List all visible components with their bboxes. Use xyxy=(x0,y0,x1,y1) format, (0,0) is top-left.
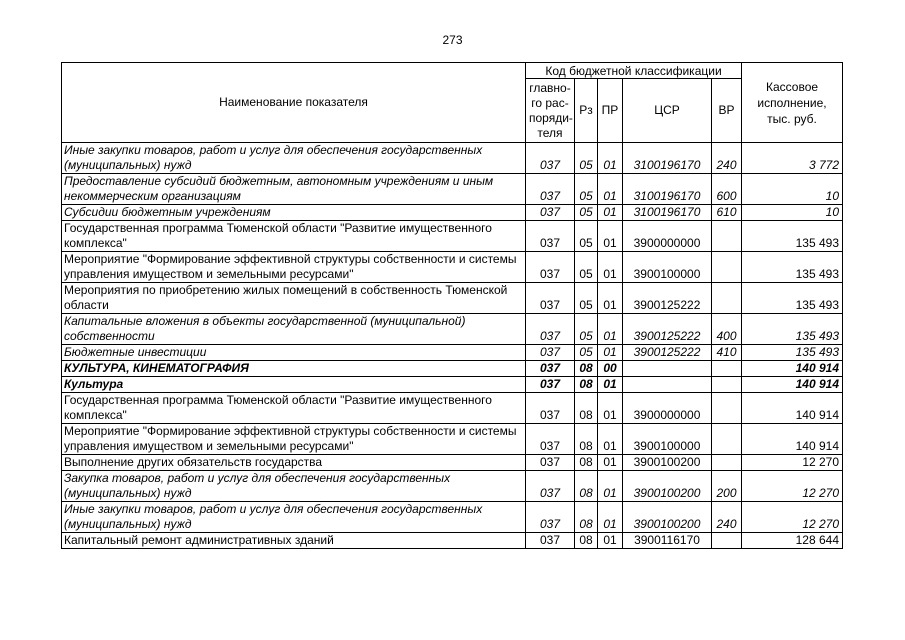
cell-csr xyxy=(623,361,712,377)
cell-pr: 01 xyxy=(598,471,623,502)
cell-csr: 3900125222 xyxy=(623,283,712,314)
table-row xyxy=(62,314,843,345)
cell-rz: 05 xyxy=(575,314,598,345)
cell-pr: 01 xyxy=(598,377,623,393)
cell-pr: 01 xyxy=(598,143,623,174)
table-header xyxy=(62,63,843,143)
cell-vr xyxy=(712,283,742,314)
cell-rz: 08 xyxy=(575,393,598,424)
cell-glavn: 037 xyxy=(526,377,575,393)
cell-pr: 01 xyxy=(598,174,623,205)
cell-amount: 3 772 xyxy=(742,143,843,174)
cell-amount: 135 493 xyxy=(742,252,843,283)
cell-amount: 12 270 xyxy=(742,455,843,471)
cell-csr: 3900100000 xyxy=(623,424,712,455)
cell-amount: 140 914 xyxy=(742,377,843,393)
cell-pr: 01 xyxy=(598,424,623,455)
cell-csr: 3900000000 xyxy=(623,393,712,424)
table-row xyxy=(62,455,843,471)
cell-pr: 01 xyxy=(598,533,623,549)
cell-name: Субсидии бюджетным учреждениям xyxy=(62,205,526,221)
cell-csr: 3100196170 xyxy=(623,143,712,174)
budget-table xyxy=(61,62,843,549)
cell-amount: 128 644 xyxy=(742,533,843,549)
cell-rz: 08 xyxy=(575,502,598,533)
cell-rz: 05 xyxy=(575,221,598,252)
cell-glavn: 037 xyxy=(526,205,575,221)
cell-vr xyxy=(712,393,742,424)
cell-vr xyxy=(712,424,742,455)
cell-vr: 610 xyxy=(712,205,742,221)
cell-csr: 3100196170 xyxy=(623,205,712,221)
cell-rz: 08 xyxy=(575,471,598,502)
cell-glavn: 037 xyxy=(526,283,575,314)
cell-amount: 12 270 xyxy=(742,471,843,502)
cell-name: Капитальный ремонт административных зданий xyxy=(62,533,526,549)
cell-name: Мероприятия по приобретению жилых помещений в собственность Тюменской области xyxy=(62,283,526,314)
cell-rz: 05 xyxy=(575,345,598,361)
cell-name: Иные закупки товаров, работ и услуг для обеспечения государственных (муниципальных) нужд xyxy=(62,143,526,174)
table-row xyxy=(62,377,843,393)
cell-glavn: 037 xyxy=(526,533,575,549)
cell-glavn: 037 xyxy=(526,314,575,345)
cell-amount: 135 493 xyxy=(742,283,843,314)
cell-amount: 140 914 xyxy=(742,361,843,377)
table-row xyxy=(62,143,843,174)
cell-csr: 3900000000 xyxy=(623,221,712,252)
cell-pr: 01 xyxy=(598,252,623,283)
cell-csr: 3900100200 xyxy=(623,502,712,533)
cell-pr: 01 xyxy=(598,314,623,345)
cell-pr: 01 xyxy=(598,283,623,314)
cell-name: Капитальные вложения в объекты государственной (муниципальной) собственности xyxy=(62,314,526,345)
cell-csr xyxy=(623,377,712,393)
cell-vr: 410 xyxy=(712,345,742,361)
cell-csr: 3900100000 xyxy=(623,252,712,283)
cell-glavn: 037 xyxy=(526,455,575,471)
table-body xyxy=(62,143,843,549)
cell-vr xyxy=(712,252,742,283)
header-vr: ВР xyxy=(712,79,742,143)
cell-name: Выполнение других обязательств государства xyxy=(62,455,526,471)
cell-rz: 05 xyxy=(575,174,598,205)
cell-rz: 08 xyxy=(575,361,598,377)
cell-rz: 08 xyxy=(575,533,598,549)
cell-name: Иные закупки товаров, работ и услуг для обеспечения государственных (муниципальных) нужд xyxy=(62,502,526,533)
header-name: Наименование показателя xyxy=(62,63,526,143)
cell-glavn: 037 xyxy=(526,502,575,533)
header-amount: Кассовое исполнение, тыс. руб. xyxy=(742,63,843,143)
cell-pr: 00 xyxy=(598,361,623,377)
cell-vr xyxy=(712,533,742,549)
cell-glavn: 037 xyxy=(526,345,575,361)
cell-glavn: 037 xyxy=(526,221,575,252)
cell-vr: 240 xyxy=(712,502,742,533)
cell-vr xyxy=(712,361,742,377)
table-row xyxy=(62,502,843,533)
cell-pr: 01 xyxy=(598,205,623,221)
cell-vr xyxy=(712,221,742,252)
table-row xyxy=(62,393,843,424)
cell-rz: 08 xyxy=(575,377,598,393)
table-row xyxy=(62,283,843,314)
cell-pr: 01 xyxy=(598,345,623,361)
cell-rz: 05 xyxy=(575,283,598,314)
table-row xyxy=(62,361,843,377)
header-classification-group: Код бюджетной классификации xyxy=(526,63,742,79)
cell-amount: 10 xyxy=(742,205,843,221)
cell-name: Закупка товаров, работ и услуг для обеспечения государственных (муниципальных) нужд xyxy=(62,471,526,502)
cell-amount: 140 914 xyxy=(742,424,843,455)
cell-pr: 01 xyxy=(598,221,623,252)
cell-glavn: 037 xyxy=(526,471,575,502)
cell-glavn: 037 xyxy=(526,424,575,455)
cell-name: Культура xyxy=(62,377,526,393)
cell-amount: 12 270 xyxy=(742,502,843,533)
cell-vr xyxy=(712,455,742,471)
cell-rz: 05 xyxy=(575,205,598,221)
cell-amount: 135 493 xyxy=(742,221,843,252)
cell-csr: 3900116170 xyxy=(623,533,712,549)
cell-vr: 200 xyxy=(712,471,742,502)
cell-csr: 3900125222 xyxy=(623,345,712,361)
table-row xyxy=(62,345,843,361)
cell-vr: 600 xyxy=(712,174,742,205)
cell-pr: 01 xyxy=(598,502,623,533)
cell-name: Государственная программа Тюменской области "Развитие имущественного комплекса" xyxy=(62,221,526,252)
page-number: 273 xyxy=(442,33,463,47)
cell-amount: 135 493 xyxy=(742,345,843,361)
header-csr: ЦСР xyxy=(623,79,712,143)
table-row xyxy=(62,424,843,455)
table-row xyxy=(62,252,843,283)
cell-glavn: 037 xyxy=(526,252,575,283)
header-glavn: главно-го рас-поряди-теля xyxy=(526,79,575,143)
cell-rz: 05 xyxy=(575,143,598,174)
cell-glavn: 037 xyxy=(526,393,575,424)
cell-glavn: 037 xyxy=(526,361,575,377)
cell-csr: 3900125222 xyxy=(623,314,712,345)
cell-glavn: 037 xyxy=(526,174,575,205)
cell-vr xyxy=(712,377,742,393)
cell-name: Мероприятие "Формирование эффективной структуры собственности и системы управления имуществом и земельными ресурсами" xyxy=(62,424,526,455)
cell-vr: 400 xyxy=(712,314,742,345)
table-row xyxy=(62,174,843,205)
cell-name: Предоставление субсидий бюджетным, автономным учреждениям и иным некоммерческим организациям xyxy=(62,174,526,205)
cell-amount: 140 914 xyxy=(742,393,843,424)
cell-csr: 3100196170 xyxy=(623,174,712,205)
cell-name: Мероприятие "Формирование эффективной структуры собственности и системы управления имуществом и земельными ресурсами" xyxy=(62,252,526,283)
header-pr: ПР xyxy=(598,79,623,143)
table-row xyxy=(62,471,843,502)
table-row xyxy=(62,221,843,252)
cell-glavn: 037 xyxy=(526,143,575,174)
cell-csr: 3900100200 xyxy=(623,455,712,471)
cell-rz: 08 xyxy=(575,424,598,455)
cell-csr: 3900100200 xyxy=(623,471,712,502)
cell-rz: 05 xyxy=(575,252,598,283)
cell-rz: 08 xyxy=(575,455,598,471)
cell-name: КУЛЬТУРА, КИНЕМАТОГРАФИЯ xyxy=(62,361,526,377)
table-row xyxy=(62,205,843,221)
cell-pr: 01 xyxy=(598,455,623,471)
cell-name: Государственная программа Тюменской области "Развитие имущественного комплекса" xyxy=(62,393,526,424)
header-rz: Рз xyxy=(575,79,598,143)
cell-pr: 01 xyxy=(598,393,623,424)
cell-amount: 135 493 xyxy=(742,314,843,345)
cell-name: Бюджетные инвестиции xyxy=(62,345,526,361)
cell-amount: 10 xyxy=(742,174,843,205)
cell-vr: 240 xyxy=(712,143,742,174)
table-row xyxy=(62,533,843,549)
